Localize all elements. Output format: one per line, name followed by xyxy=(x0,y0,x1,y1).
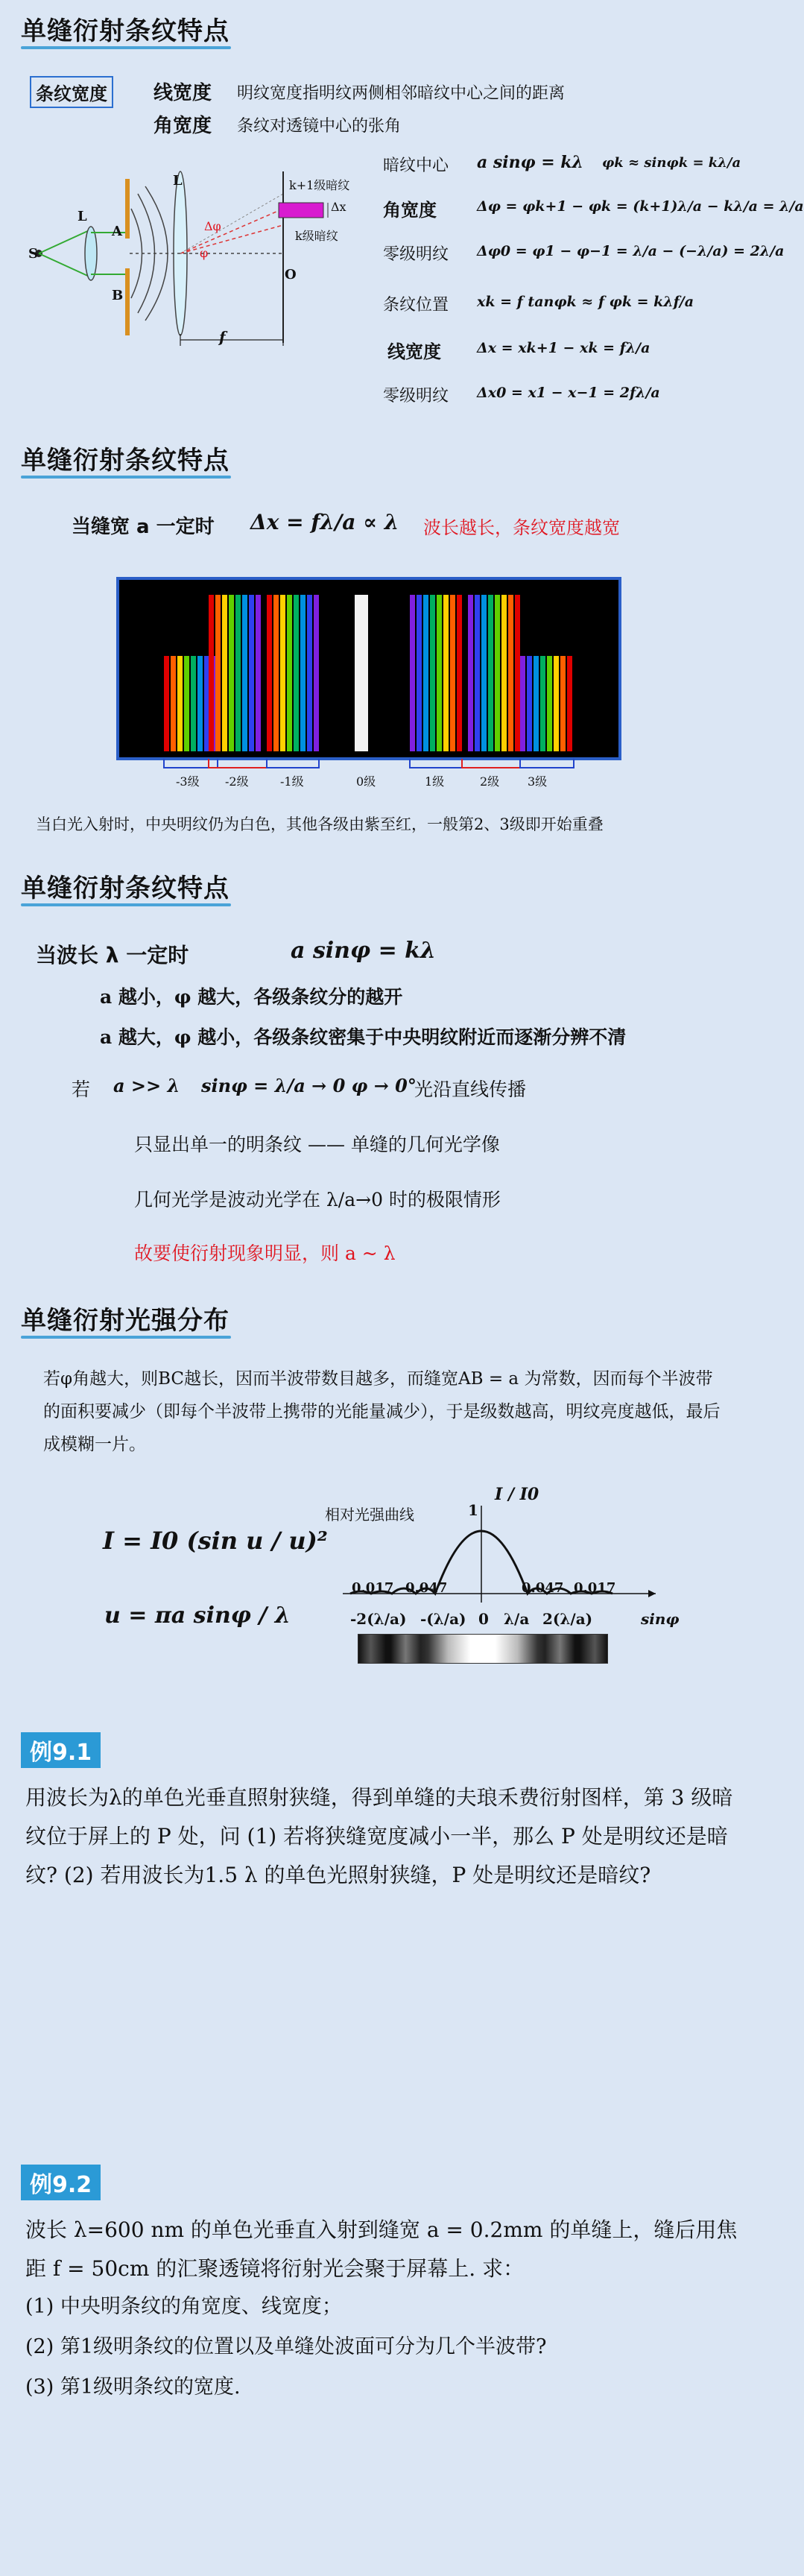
example-9-1 xyxy=(0,1722,763,2094)
section-title: 单缝衍射光强分布 xyxy=(21,1306,230,1336)
row-label: 零级明纹 xyxy=(383,245,449,264)
fringe-bar xyxy=(457,595,462,751)
order-bracket xyxy=(520,759,574,768)
order-bracket xyxy=(267,759,319,768)
note-text: 波长越长，条纹宽度越宽 xyxy=(423,517,620,538)
paragraph: 若φ角越大，则BC越长，因而半波带数目越多，而缝宽AB = a 为常数，因而每个半波带的面积要减少（即每个半波带上携带的光能量减少），于是级数越高，明纹亮度越低，最后成模糊一片。 xyxy=(43,1369,721,1454)
row-formula-2: φk ≈ sinφk = kλ/a xyxy=(602,155,741,171)
fringe-bar xyxy=(300,595,306,751)
fringe-bar xyxy=(554,656,559,751)
fringe-bar xyxy=(450,595,455,751)
title-underline xyxy=(21,476,231,479)
fringe-bar xyxy=(314,595,319,751)
x-tick: λ/a xyxy=(504,1610,530,1628)
fringe-bar xyxy=(567,656,572,751)
row-formula: Δφ0 = φ1 − φ−1 = λ/a − (−λ/a) = 2λ/a xyxy=(477,243,785,259)
peak-label: 1 xyxy=(468,1501,478,1519)
label-L1: L xyxy=(77,209,87,224)
label-dphi: Δφ xyxy=(204,219,221,233)
line-width-desc: 明纹宽度指明纹两侧相邻暗纹中心之间的距离 xyxy=(237,84,566,103)
row-formula: a sinφ = kλ xyxy=(477,153,583,172)
fringe-bar xyxy=(197,656,203,751)
title-underline xyxy=(21,903,231,906)
y-axis-label: I / I0 xyxy=(495,1485,539,1504)
x-tick: 2(λ/a) xyxy=(542,1610,593,1628)
fringe-bar xyxy=(475,595,480,751)
curve-title: 相对光强曲线 xyxy=(325,1506,414,1524)
side-value: 0.017 xyxy=(574,1580,616,1596)
label-A: A xyxy=(112,224,122,239)
section-3 xyxy=(0,857,763,1275)
section-1 xyxy=(0,0,804,417)
example-text: 用波长为λ的单色光垂直照射狭缝，得到单缝的夫琅禾费衍射图样，第 3 级暗纹位于屏上的 P 处，问 (1) 若将狭缝宽度减小一半，那么 P 处是明纹还是暗纹? (2) 若用波长为1.5 λ 的单色光照射狭缝，P 处是明纹还是暗纹? xyxy=(25,1785,733,1887)
row-label: 暗纹中心 xyxy=(383,157,449,175)
question-3: (3) 第1级明条纹的宽度. xyxy=(25,2375,241,2399)
section-4 xyxy=(0,1289,763,1677)
row-formula: Δφ = φk+1 − φk = (k+1)λ/a − kλ/a = λ/a xyxy=(477,198,804,215)
label-phi: φ xyxy=(200,246,209,260)
fringe-bar xyxy=(267,595,272,751)
order-bracket xyxy=(410,759,462,768)
fringe-bar xyxy=(256,595,261,751)
fringe-bar xyxy=(171,656,176,751)
if-result: 光沿直线传播 xyxy=(414,1079,527,1100)
if-condition: a >> λ xyxy=(113,1075,180,1096)
fringe-bar xyxy=(184,656,189,751)
fringe-bar xyxy=(534,656,539,751)
fringe-bar xyxy=(560,656,566,751)
line-2: a 越大，φ 越小，各级条纹密集于中央明纹附近而逐渐分辨不清 xyxy=(100,1026,627,1048)
fringe-bar xyxy=(443,595,449,751)
row-label: 条纹位置 xyxy=(383,296,449,315)
fringe-bar xyxy=(177,656,183,751)
line-width-label: 线宽度 xyxy=(153,82,212,104)
fringe-bar xyxy=(215,595,221,751)
fringe-bar xyxy=(495,595,500,751)
fringe-bar xyxy=(520,656,525,751)
order-label: -3级 xyxy=(176,774,200,789)
section-title: 单缝衍射条纹特点 xyxy=(21,446,230,476)
example-text: 波长 λ=600 nm 的单色光垂直入射到缝宽 a = 0.2mm 的单缝上，缝后用焦距 f = 50cm 的汇聚透镜将衍射光会聚于屏幕上. 求： xyxy=(25,2217,738,2281)
row-formula: Δx = xk+1 − xk = fλ/a xyxy=(477,340,651,356)
side-value: 0.017 xyxy=(352,1580,394,1596)
order-bracket xyxy=(164,759,218,768)
example-9-2 xyxy=(0,2162,763,2549)
fringe-bar xyxy=(204,656,209,751)
row-formula: Δx0 = x1 − x−1 = 2fλ/a xyxy=(477,385,660,401)
x-axis-label: sinφ xyxy=(641,1610,680,1628)
fringe-bar xyxy=(430,595,435,751)
label-B: B xyxy=(112,288,124,303)
order-label: -2级 xyxy=(225,774,249,789)
angle-width-desc: 条纹对透镜中心的张角 xyxy=(237,117,402,136)
row-formula: xk = f tanφk ≈ f φk = kλf/a xyxy=(477,294,694,310)
row-label: 零级明纹 xyxy=(383,387,449,405)
optics-diagram xyxy=(22,164,373,358)
order-brackets xyxy=(118,757,620,772)
formula: a sinφ = kλ xyxy=(291,938,436,964)
fringe-bar xyxy=(417,595,422,751)
fringe-bar xyxy=(527,656,532,751)
fringe-bar xyxy=(287,595,292,751)
x-tick: -(λ/a) xyxy=(420,1610,466,1628)
fringe-bar xyxy=(501,595,507,751)
box-label: 条纹宽度 xyxy=(30,76,113,108)
fringe-strip xyxy=(358,1634,608,1664)
condition-text: 当缝宽 a 一定时 xyxy=(72,516,215,538)
fringe-bar xyxy=(222,595,227,751)
fringe-bar xyxy=(423,595,428,751)
intensity-equation: I = I0 (sin u / u)² xyxy=(103,1527,328,1555)
fringe-bar xyxy=(410,595,415,751)
fringe-bar xyxy=(481,595,487,751)
x-tick: -2(λ/a) xyxy=(350,1610,407,1628)
spectrum-image xyxy=(118,578,620,759)
section-title: 单缝衍射条纹特点 xyxy=(21,16,230,46)
question-1: (1) 中央明条纹的角宽度、线宽度； xyxy=(25,2295,342,2318)
fringe-bar xyxy=(273,595,279,751)
fringe-bar xyxy=(307,595,312,751)
section-title: 单缝衍射条纹特点 xyxy=(21,874,230,903)
order-label: 3级 xyxy=(528,774,548,789)
label-S: S xyxy=(28,246,38,262)
fringe-bar xyxy=(508,595,513,751)
order-label: 0级 xyxy=(356,774,376,789)
line-5: 故要使衍射现象明显，则 a ~ λ xyxy=(134,1243,396,1264)
example-badge: 例9.2 xyxy=(21,2165,101,2200)
fringe-bar xyxy=(547,656,552,751)
fringe-bar xyxy=(229,595,234,751)
label-k1-dark: k+1级暗纹 xyxy=(289,178,350,192)
fringe-bar xyxy=(437,595,442,751)
line-4: 几何光学是波动光学在 λ/a→0 时的极限情形 xyxy=(134,1189,501,1210)
label-O: O xyxy=(285,267,297,282)
row-label: 线宽度 xyxy=(387,341,441,362)
order-label: 1级 xyxy=(425,774,445,789)
label-L2: L xyxy=(173,173,183,189)
fringe-bar xyxy=(540,656,545,751)
fringe-bar xyxy=(488,595,493,751)
fringe-bar xyxy=(280,595,285,751)
if-formula: sinφ = λ/a → 0 φ → 0° xyxy=(201,1075,417,1096)
label-f: f xyxy=(219,328,226,346)
if-text: 若 xyxy=(72,1079,91,1100)
formula: Δx = fλ/a ∝ λ xyxy=(250,510,399,534)
label-k-dark: k级暗纹 xyxy=(295,229,338,243)
question-2: (2) 第1级明条纹的位置以及单缝处波面可分为几个半波带? xyxy=(25,2335,547,2358)
fringe-bar xyxy=(209,595,214,751)
order-bracket xyxy=(462,759,520,768)
line-3: 只显出单一的明条纹 —— 单缝的几何光学像 xyxy=(134,1134,500,1155)
side-value: 0.047 xyxy=(522,1580,564,1596)
angle-width-label: 角宽度 xyxy=(153,115,212,137)
fringe-bar xyxy=(468,595,473,751)
fringe-bar xyxy=(249,595,254,751)
fringe-bar xyxy=(164,656,169,751)
u-equation: u = πa sinφ / λ xyxy=(104,1603,291,1629)
x-tick: 0 xyxy=(478,1610,489,1628)
fringe-bar xyxy=(294,595,299,751)
caption: 当白光入射时，中央明纹仍为白色，其他各级由紫至红，一般第2、3级即开始重叠 xyxy=(36,815,604,833)
title-underline xyxy=(21,46,231,49)
order-label: -1级 xyxy=(280,774,304,789)
line-1: a 越小，φ 越大，各级条纹分的越开 xyxy=(100,986,403,1008)
example-badge: 例9.1 xyxy=(21,1732,101,1768)
fringe-bar xyxy=(191,656,196,751)
side-value: 0.047 xyxy=(405,1580,448,1596)
fringe-bar xyxy=(242,595,247,751)
central-fringe xyxy=(355,595,368,751)
label-dx: Δx xyxy=(331,200,346,214)
title-underline xyxy=(21,1336,231,1339)
fringe-bar xyxy=(235,595,241,751)
row-label: 角宽度 xyxy=(383,200,437,221)
condition-text: 当波长 λ 一定时 xyxy=(36,943,189,967)
section-2 xyxy=(0,432,763,850)
fringe-bar xyxy=(515,595,520,751)
order-label: 2级 xyxy=(480,774,500,789)
